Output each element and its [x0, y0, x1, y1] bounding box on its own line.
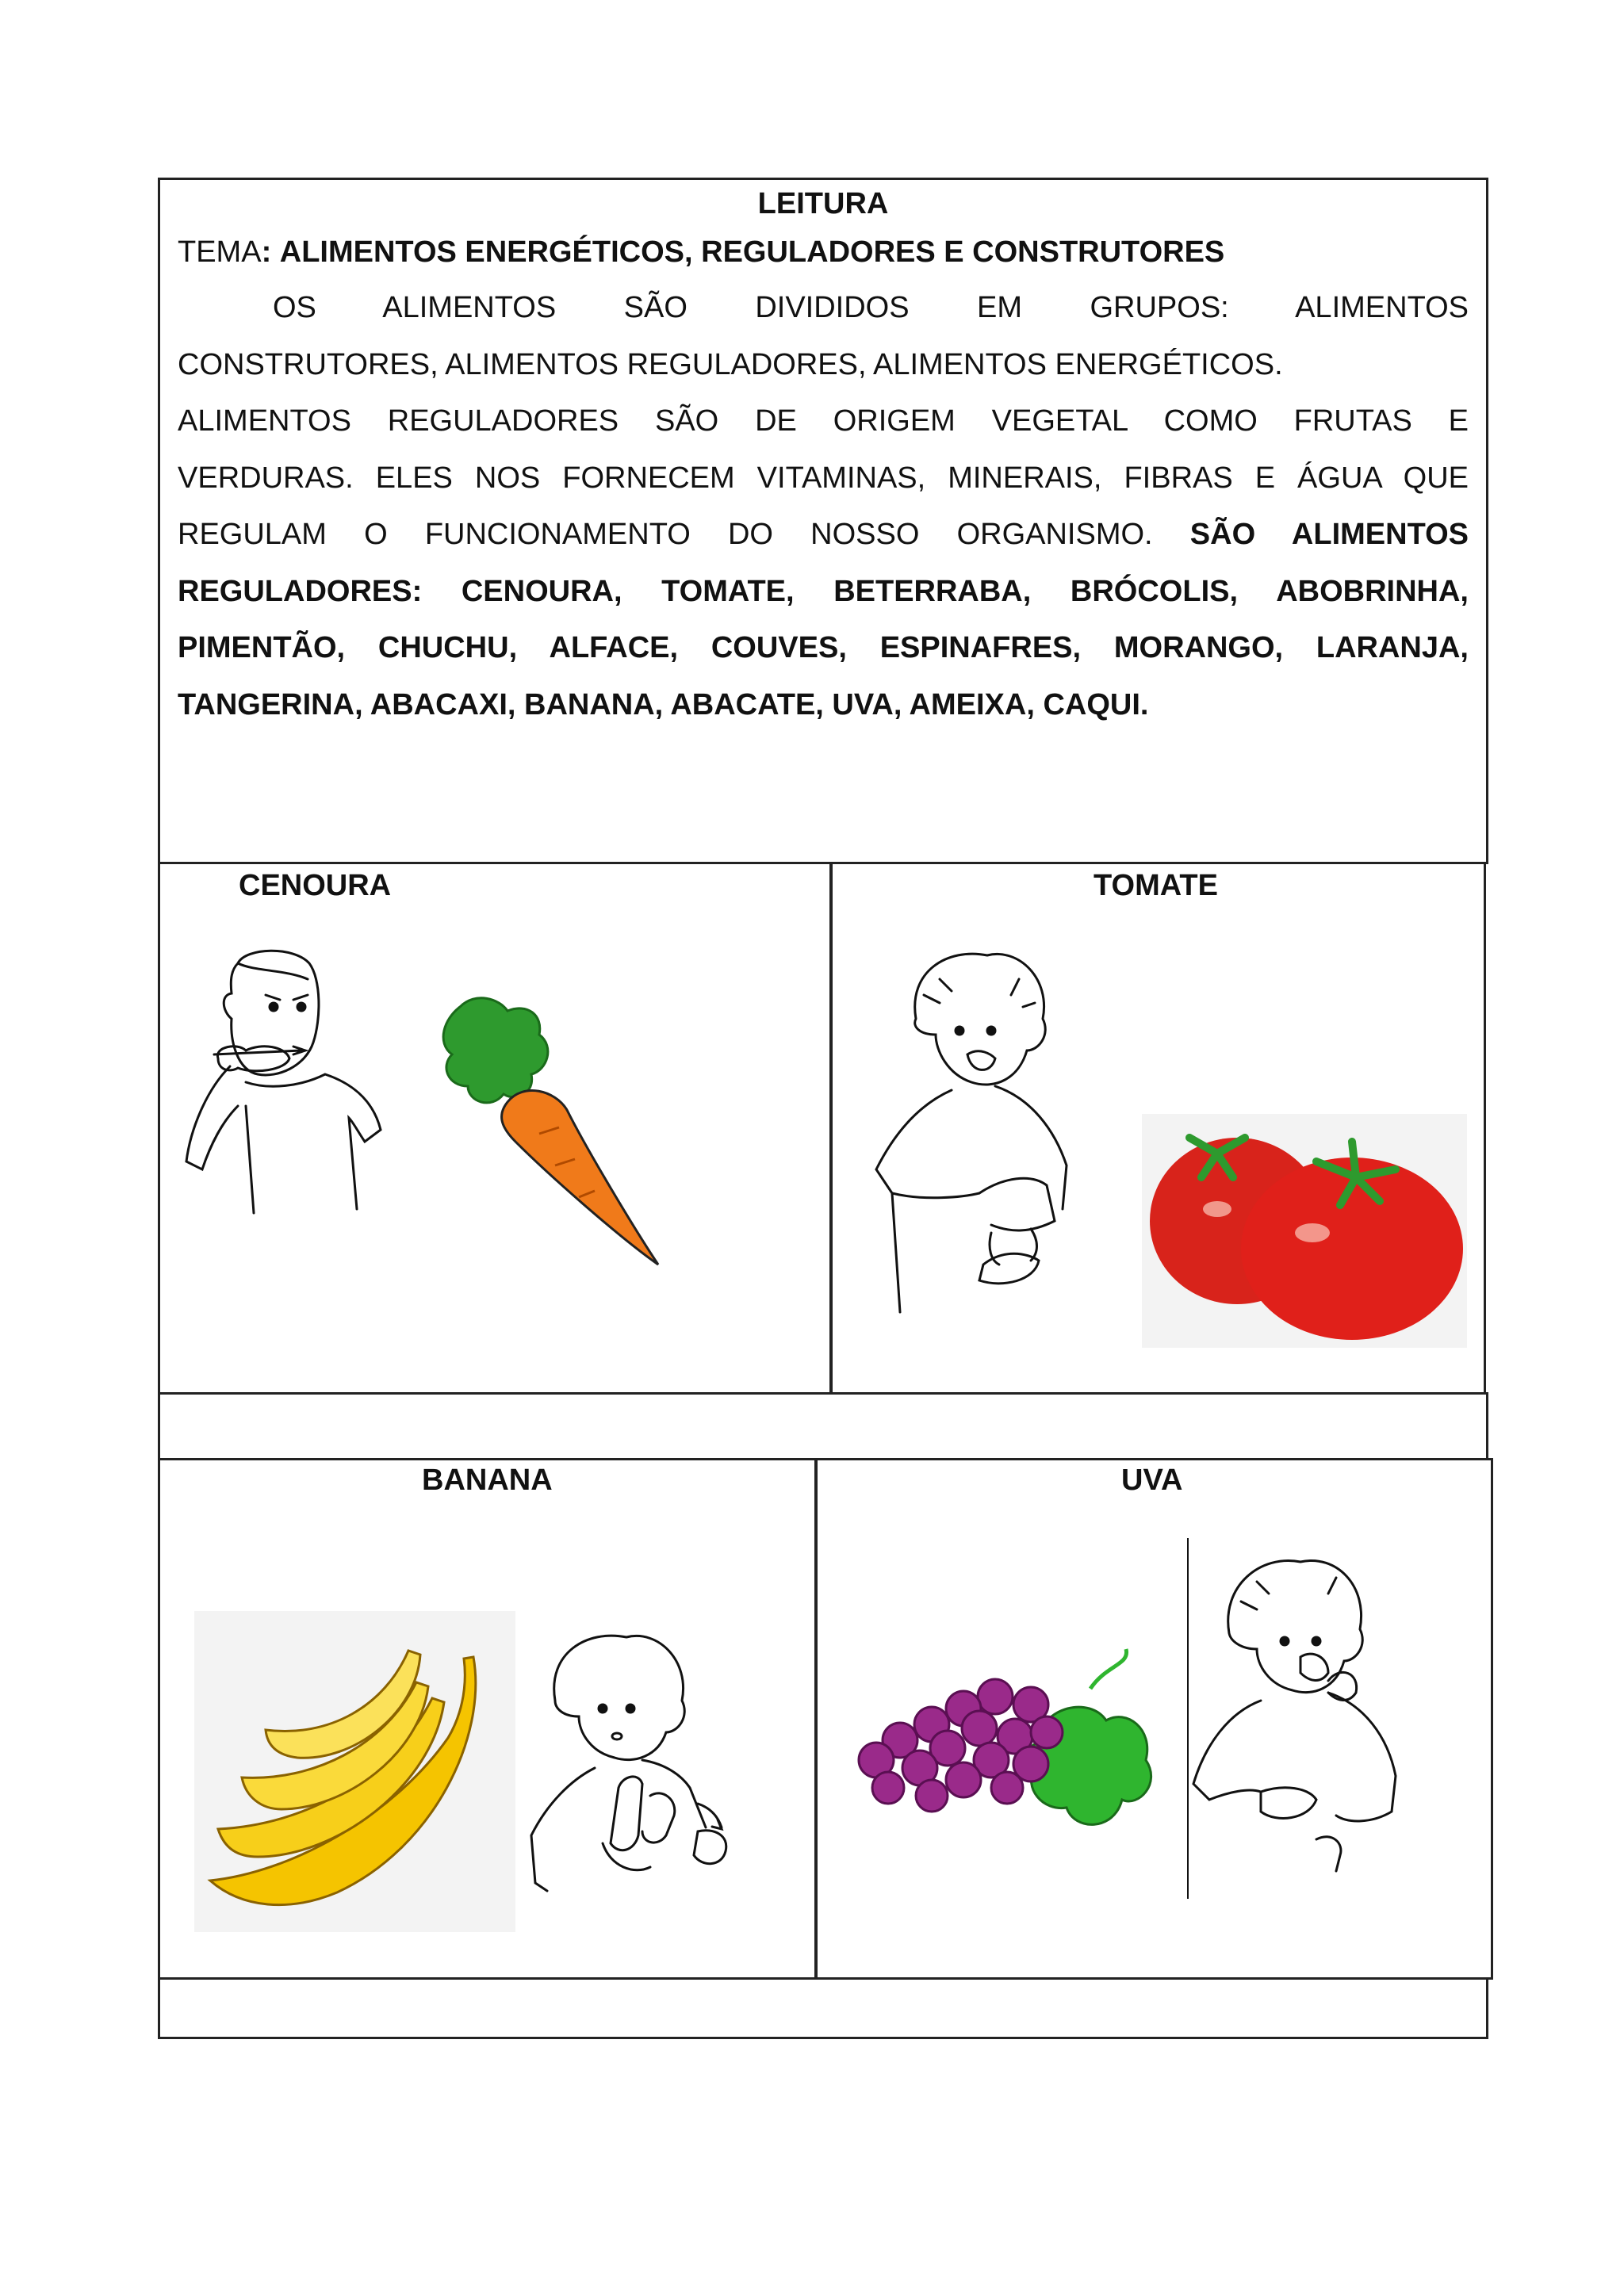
paragraph-line-mixed: [178, 507, 1469, 564]
banana-illustration: [194, 1611, 515, 1932]
answer-row[interactable]: [158, 1977, 1488, 2039]
carrot-illustration: [428, 991, 666, 1269]
bold-line: PIMENTÃO, CHUCHU, ALFACE, COUVES, ESPINAFRES, MORANGO, LARANJA,: [178, 631, 1469, 664]
theme-title: ALIMENTOS ENERGÉTICOS, REGULADORES E CONSTRUTORES: [279, 235, 1225, 269]
theme-prefix: TEMA: [178, 235, 262, 269]
reading-box: [158, 178, 1488, 864]
card-label: CENOURA: [239, 869, 392, 902]
tomato-illustration: [1142, 1114, 1467, 1348]
answer-row[interactable]: [158, 1392, 1488, 1460]
theme-colon: :: [261, 235, 272, 269]
paragraph-line: REGULAM O FUNCIONAMENTO DO NOSSO ORGANISMO.: [178, 518, 1153, 551]
card-label: BANANA: [422, 1464, 553, 1497]
bold-line: TANGERINA, ABACAXI, BANANA, ABACATE, UVA, AMEIXA, CAQUI.: [178, 687, 1149, 721]
paragraph-line: ALIMENTOS REGULADORES SÃO DE ORIGEM VEGETAL COMO FRUTAS E: [178, 404, 1469, 438]
card-label: TOMATE: [1094, 869, 1218, 902]
bold-line: REGULADORES: CENOURA, TOMATE, BETERRABA, BRÓCOLIS, ABOBRINHA,: [178, 574, 1469, 608]
sign-boy-banana-illustration: [523, 1629, 777, 1931]
card-label: UVA: [1121, 1464, 1183, 1497]
sign-boy-cenoura-illustration: [174, 947, 396, 1265]
bold-start: SÃO ALIMENTOS: [1189, 518, 1469, 551]
reading-paragraph: [178, 280, 1469, 733]
paragraph-line: OS ALIMENTOS SÃO DIVIDIDOS EM GRUPOS: ALIMENTOS: [273, 291, 1469, 324]
grape-illustration: [852, 1649, 1170, 1839]
theme-line: [178, 224, 1469, 280]
sign-boy-tomate-illustration: [860, 947, 1146, 1344]
reading-heading: LEITURA: [757, 187, 889, 220]
paragraph-line: VERDURAS. ELES NOS FORNECEM VITAMINAS, MINERAIS, FIBRAS E ÁGUA QUE: [178, 461, 1469, 495]
paragraph-line: CONSTRUTORES, ALIMENTOS REGULADORES, ALIMENTOS ENERGÉTICOS.: [178, 347, 1283, 381]
sign-boy-uva-illustration: [1182, 1538, 1467, 1903]
